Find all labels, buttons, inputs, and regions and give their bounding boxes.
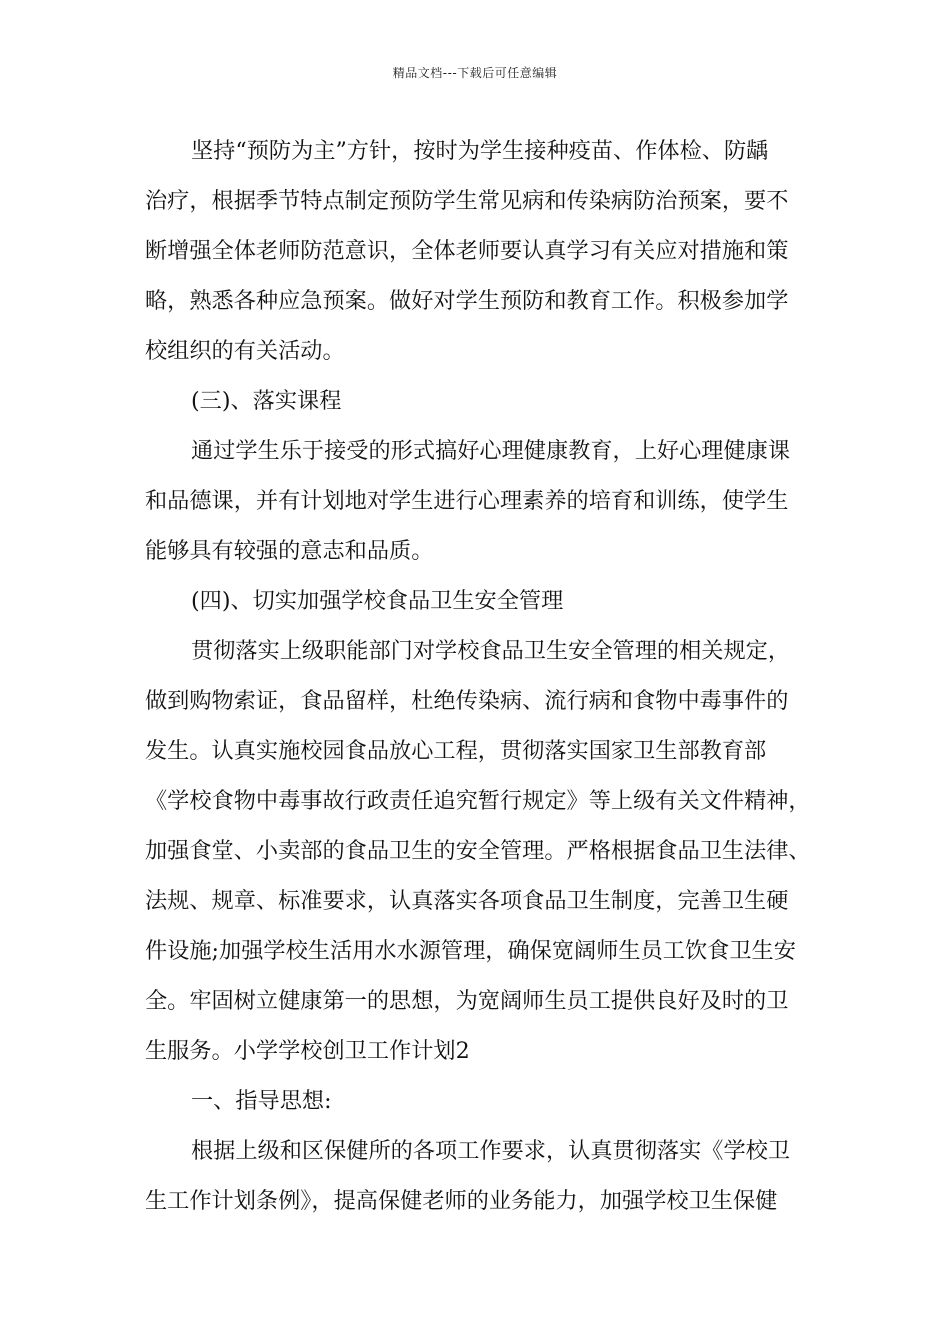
text-line: 治疗，根据季节特点制定预防学生常见病和传染病防治预案，要不 <box>145 188 789 214</box>
text-line: 生工作计划条例》，提高保健老师的业务能力，加强学校卫生保健 <box>145 1188 778 1214</box>
text-line: 校组织的有关活动。 <box>145 338 345 364</box>
text-line: 通过学生乐于接受的形式搞好心理健康教育，上好心理健康课 <box>191 438 791 464</box>
text-line: 法规、规章、标准要求，认真落实各项食品卫生制度，完善卫生硬 <box>145 888 789 914</box>
text-line: 《学校食物中毒事故行政责任追究暂行规定》等上级有关文件精神， <box>145 788 811 814</box>
text-line: 根据上级和区保健所的各项工作要求，认真贯彻落实《学校卫 <box>191 1138 791 1164</box>
text-line: 略，熟悉各种应急预案。做好对学生预防和教育工作。积极参加学 <box>145 288 789 314</box>
section-heading: (四)、切实加强学校食品卫生安全管理 <box>191 588 564 614</box>
text-line: 生服务。小学学校创卫工作计划2 <box>145 1038 470 1064</box>
section-heading: (三)、落实课程 <box>191 388 342 414</box>
text-line: 贯彻落实上级职能部门对学校食品卫生安全管理的相关规定， <box>191 638 791 664</box>
text-line: 做到购物索证，食品留样，杜绝传染病、流行病和食物中毒事件的 <box>145 688 789 714</box>
document-body <box>145 126 811 1226</box>
text-line: 断增强全体老师防范意识，全体老师要认真学习有关应对措施和策 <box>145 238 789 264</box>
section-heading: 一、指导思想: <box>191 1088 332 1114</box>
text-line: 坚持“预防为主”方针，按时为学生接种疫苗、作体检、防龋 <box>191 138 769 164</box>
text-line: 和品德课，并有计划地对学生进行心理素养的培育和训练，使学生 <box>145 488 789 514</box>
text-line: 发生。认真实施校园食品放心工程，贯彻落实国家卫生部教育部 <box>145 738 767 764</box>
text-line: 全。牢固树立健康第一的思想，为宽阔师生员工提供良好及时的卫 <box>145 988 789 1014</box>
page-header: 精品文档---下载后可任意编辑 <box>392 66 558 80</box>
text-line: 件设施;加强学校生活用水水源管理，确保宽阔师生员工饮食卫生安 <box>145 938 796 964</box>
text-line: 加强食堂、小卖部的食品卫生的安全管理。严格根据食品卫生法律、 <box>145 838 811 864</box>
text-line: 能够具有较强的意志和品质。 <box>145 538 434 564</box>
